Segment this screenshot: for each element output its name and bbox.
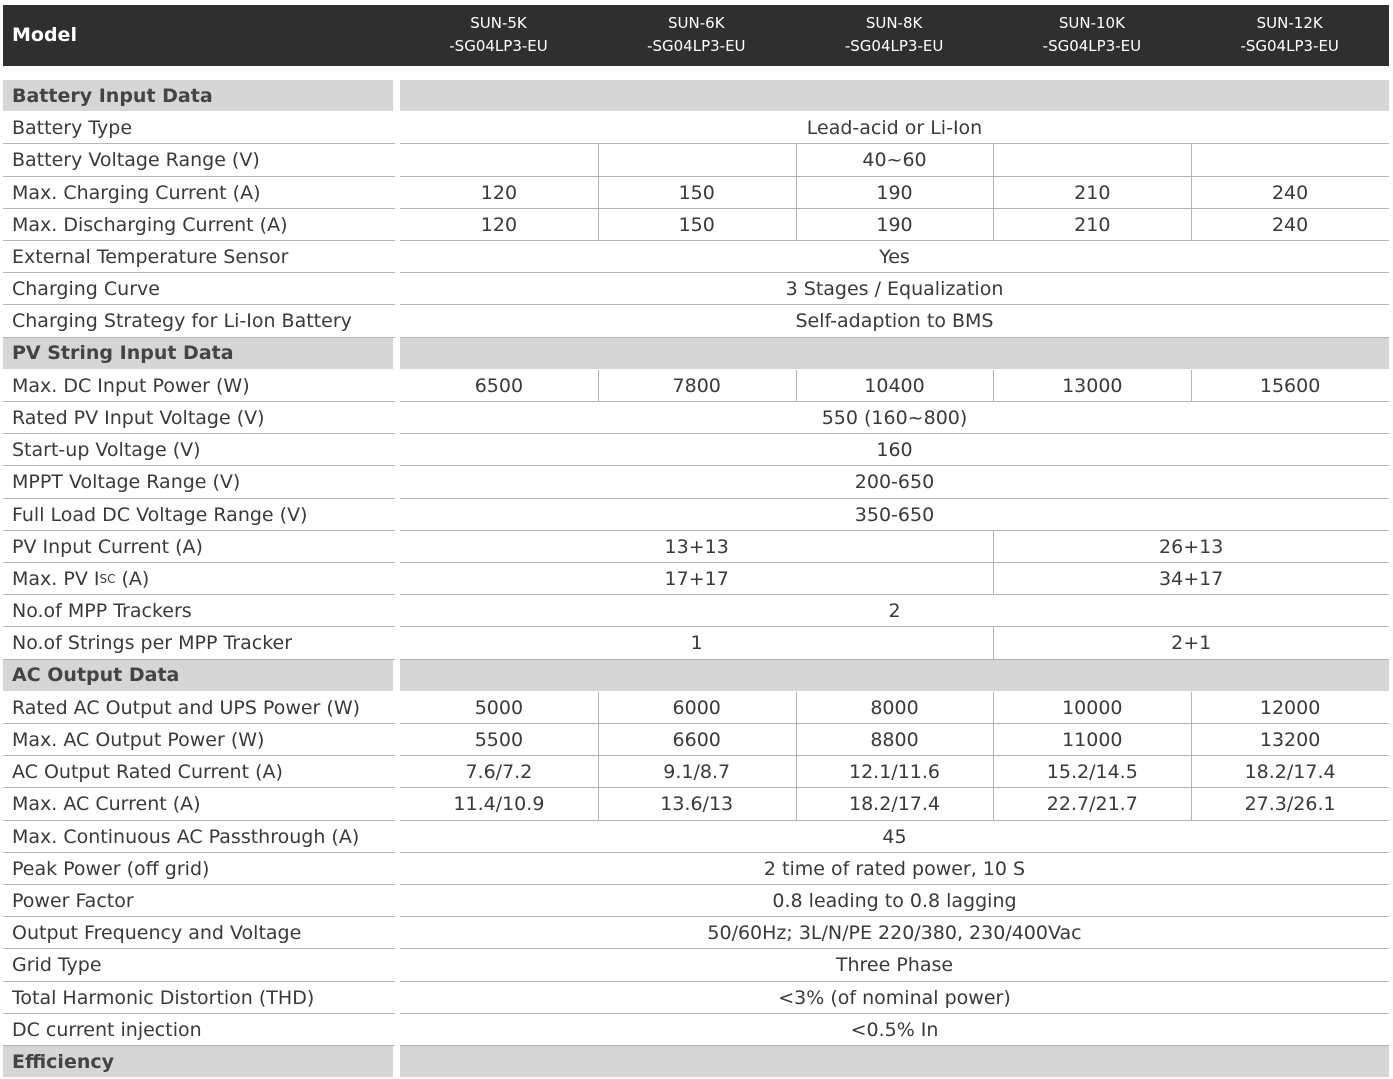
row-label: External Temperature Sensor — [12, 246, 289, 269]
cell-divider — [1191, 209, 1192, 241]
value-cell: 13000 — [1062, 374, 1123, 397]
table-row — [3, 627, 1389, 659]
cell-divider — [993, 692, 994, 724]
section-band — [400, 1046, 1389, 1077]
value-cell: 7800 — [672, 374, 721, 397]
row-label: Max. Charging Current (A) — [12, 181, 261, 204]
value-cell: 9.1/8.7 — [663, 761, 731, 784]
cell-divider — [993, 177, 994, 209]
cell-divider — [796, 788, 797, 820]
value-cell: Yes — [879, 246, 910, 269]
section-header — [3, 1046, 1389, 1077]
table-row — [3, 724, 1389, 756]
row-label: Charging Curve — [12, 278, 160, 301]
cell-divider — [993, 724, 994, 756]
model-suffix: -SG04LP3-EU — [844, 37, 944, 55]
section-band — [400, 660, 1389, 691]
model-name: SUN-6K — [668, 14, 725, 32]
model-suffix: -SG04LP3-EU — [449, 37, 548, 55]
value-cell: 10400 — [864, 374, 925, 397]
value-cell: 190 — [876, 181, 913, 204]
row-values — [400, 885, 1389, 917]
cell-divider — [598, 692, 599, 724]
cell-divider — [796, 692, 797, 724]
value-cell: 120 — [480, 213, 518, 236]
value-cell: 350-650 — [854, 503, 935, 526]
value-cell: 8800 — [870, 729, 919, 752]
cell-divider — [598, 209, 599, 241]
row-values — [400, 595, 1389, 627]
table-row — [3, 466, 1389, 498]
table-row — [3, 821, 1389, 853]
value-cell: 2+1 — [1171, 632, 1212, 655]
value-cell: 11.4/10.9 — [453, 793, 545, 816]
cell-divider — [1191, 370, 1192, 402]
value-cell: 12000 — [1259, 696, 1321, 719]
row-values — [400, 788, 1389, 820]
model-column-header — [400, 12, 597, 58]
row-values — [400, 1014, 1389, 1046]
value-cell: 150 — [678, 213, 715, 236]
table-row — [3, 595, 1389, 627]
value-cell: <0.5% In — [850, 1018, 939, 1041]
row-label: AC Output Rated Current (A) — [12, 761, 283, 784]
value-cell: 210 — [1074, 213, 1111, 236]
cell-divider — [1191, 724, 1192, 756]
row-label: Total Harmonic Distortion (THD) — [12, 986, 315, 1009]
cell-divider — [993, 756, 994, 788]
row-label: DC current injection — [12, 1018, 202, 1041]
cell-divider — [1191, 788, 1192, 820]
row-values — [400, 144, 1389, 176]
cell-divider — [598, 788, 599, 820]
model-suffix: -SG04LP3-EU — [1042, 37, 1142, 55]
value-cell: 12.1/11.6 — [848, 761, 940, 784]
value-cell: 15600 — [1259, 374, 1321, 397]
row-label: Max. Discharging Current (A) — [12, 213, 288, 236]
value-cell: 120 — [480, 181, 518, 204]
row-values — [400, 112, 1389, 144]
row-label: Start-up Voltage (V) — [12, 439, 201, 462]
row-label: MPPT Voltage Range (V) — [12, 471, 241, 494]
section-header — [3, 338, 1389, 369]
value-cell: 240 — [1271, 213, 1309, 236]
section-title: AC Output Data — [3, 660, 393, 691]
row-values — [400, 305, 1389, 337]
cell-divider — [993, 531, 994, 563]
cell-divider — [1191, 144, 1192, 176]
row-values — [400, 563, 1389, 595]
table-row — [3, 982, 1389, 1014]
model-column-header — [1191, 12, 1388, 58]
cell-divider — [598, 144, 599, 176]
value-cell: 2 time of rated power, 10 S — [763, 857, 1026, 880]
row-values — [400, 917, 1389, 949]
cell-divider — [796, 756, 797, 788]
value-cell: 50/60Hz; 3L/N/PE 220/380, 230/400Vac — [707, 922, 1082, 945]
value-cell: 13.6/13 — [660, 793, 734, 816]
cell-divider — [1191, 177, 1192, 209]
row-label: Grid Type — [12, 954, 102, 977]
model-name: SUN-8K — [865, 14, 923, 32]
table-row — [3, 434, 1389, 466]
value-cell: 17+17 — [664, 568, 729, 591]
value-cell: 3 Stages / Equalization — [785, 278, 1004, 301]
value-cell: 200-650 — [854, 471, 935, 494]
value-cell: 13+13 — [664, 535, 729, 558]
cell-divider — [1191, 756, 1192, 788]
cell-divider — [993, 209, 994, 241]
value-cell: 10000 — [1062, 696, 1123, 719]
table-row — [3, 853, 1389, 885]
value-cell: Lead-acid or Li-Ion — [806, 117, 983, 140]
table-row — [3, 563, 1389, 595]
cell-divider — [598, 724, 599, 756]
row-values — [400, 434, 1389, 466]
row-label: Power Factor — [12, 890, 134, 913]
row-label-tail: (A) — [115, 568, 150, 591]
model-name: SUN-12K — [1256, 14, 1323, 32]
row-values — [400, 949, 1389, 981]
value-cell: 5500 — [474, 729, 524, 752]
row-values — [400, 853, 1389, 885]
value-cell: Three Phase — [835, 954, 954, 977]
row-label: Battery Voltage Range (V) — [12, 149, 260, 172]
row-label: Rated PV Input Voltage (V) — [12, 407, 265, 430]
section-title: Efficiency — [3, 1046, 393, 1077]
value-cell: 18.2/17.4 — [1244, 761, 1336, 784]
model-name: SUN-5K — [470, 14, 527, 32]
cell-divider — [1191, 692, 1192, 724]
value-cell: 27.3/26.1 — [1244, 793, 1336, 816]
value-cell: 8000 — [870, 696, 919, 719]
model-column-header — [598, 12, 795, 58]
row-values — [400, 370, 1389, 402]
model-column-header — [796, 12, 993, 58]
value-cell: 22.7/21.7 — [1046, 793, 1138, 816]
model-suffix: -SG04LP3-EU — [647, 37, 746, 55]
table-row — [3, 692, 1389, 724]
model-suffix: -SG04LP3-EU — [1240, 37, 1339, 55]
cell-divider — [598, 370, 599, 402]
row-values — [400, 724, 1389, 756]
value-cell: 6500 — [474, 374, 524, 397]
row-values — [400, 273, 1389, 305]
row-values — [400, 466, 1389, 498]
value-cell: 550 (160~800) — [821, 407, 968, 430]
row-values — [400, 499, 1389, 531]
row-label: Peak Power (off grid) — [12, 857, 210, 880]
row-label: No.of Strings per MPP Tracker — [12, 632, 293, 655]
model-label: Model — [12, 24, 77, 46]
row-values — [400, 402, 1389, 434]
row-label-text: Max. PV I — [12, 568, 100, 591]
value-cell: <3% (of nominal power) — [778, 986, 1011, 1009]
cell-divider — [796, 724, 797, 756]
row-label: PV Input Current (A) — [12, 535, 203, 558]
table-row — [3, 402, 1389, 434]
row-values — [400, 241, 1389, 273]
table-row — [3, 177, 1389, 209]
row-values — [400, 982, 1389, 1014]
value-cell: 210 — [1074, 181, 1111, 204]
value-cell: 34+17 — [1159, 568, 1224, 591]
row-label — [3, 563, 393, 595]
value-cell: 6000 — [672, 696, 721, 719]
row-label: Battery Type — [12, 117, 133, 140]
table-row — [3, 144, 1389, 176]
row-label-subscript: SC — [99, 572, 116, 587]
value-cell: 150 — [678, 181, 715, 204]
model-name: SUN-10K — [1058, 14, 1125, 32]
row-label: Rated AC Output and UPS Power (W) — [12, 696, 361, 719]
value-cell: 26+13 — [1159, 535, 1224, 558]
section-header — [3, 80, 1389, 111]
model-column-header — [993, 12, 1190, 58]
table-row — [3, 370, 1389, 402]
cell-divider — [993, 788, 994, 820]
cell-divider — [796, 144, 797, 176]
cell-divider — [993, 563, 994, 595]
row-label: Output Frequency and Voltage — [12, 922, 302, 945]
row-label: Max. AC Output Power (W) — [12, 729, 265, 752]
table-row — [3, 241, 1389, 273]
row-label: Max. DC Input Power (W) — [12, 374, 250, 397]
value-cell: 15.2/14.5 — [1046, 761, 1138, 784]
value-cell: 0.8 leading to 0.8 lagging — [772, 890, 1017, 913]
table-row — [3, 305, 1389, 337]
row-label: No.of MPP Trackers — [12, 600, 192, 623]
table-row — [3, 788, 1389, 820]
cell-divider — [993, 627, 994, 659]
cell-divider — [993, 144, 994, 176]
value-cell: 40~60 — [862, 149, 927, 172]
section-title: Battery Input Data — [3, 80, 393, 111]
cell-divider — [598, 756, 599, 788]
table-row — [3, 112, 1389, 144]
row-values — [400, 177, 1389, 209]
row-label: Full Load DC Voltage Range (V) — [12, 503, 308, 526]
row-label: Max. Continuous AC Passthrough (A) — [12, 825, 360, 848]
row-values — [400, 821, 1389, 853]
table-row — [3, 1014, 1389, 1046]
table-row — [3, 273, 1389, 305]
table-header — [3, 5, 1389, 66]
cell-divider — [796, 177, 797, 209]
value-cell: 190 — [876, 213, 913, 236]
row-label: Charging Strategy for Li-Ion Battery — [12, 310, 352, 333]
value-cell: 18.2/17.4 — [848, 793, 940, 816]
row-values — [400, 756, 1389, 788]
section-band — [400, 338, 1389, 369]
row-values — [400, 692, 1389, 724]
value-cell: 13200 — [1259, 729, 1321, 752]
section-band — [400, 80, 1389, 111]
value-cell: 45 — [882, 825, 907, 848]
value-cell: 7.6/7.2 — [465, 761, 533, 784]
table-row — [3, 756, 1389, 788]
cell-divider — [796, 370, 797, 402]
value-cell: Self-adaption to BMS — [795, 310, 994, 333]
row-values — [400, 209, 1389, 241]
value-cell: 2 — [888, 600, 901, 623]
cell-divider — [598, 177, 599, 209]
cell-divider — [993, 370, 994, 402]
cell-divider — [796, 209, 797, 241]
value-cell: 240 — [1271, 181, 1309, 204]
row-values — [400, 627, 1389, 659]
section-title: PV String Input Data — [3, 338, 393, 369]
table-row — [3, 885, 1389, 917]
row-label: Max. AC Current (A) — [12, 793, 201, 816]
row-values — [400, 531, 1389, 563]
table-row — [3, 209, 1389, 241]
table-row — [3, 531, 1389, 563]
value-cell: 11000 — [1062, 729, 1123, 752]
table-row — [3, 949, 1389, 981]
table-row — [3, 499, 1389, 531]
value-cell: 6600 — [672, 729, 721, 752]
table-row — [3, 917, 1389, 949]
value-cell: 5000 — [474, 696, 524, 719]
value-cell: 160 — [876, 439, 913, 462]
section-header — [3, 660, 1389, 691]
value-cell: 1 — [690, 632, 703, 655]
